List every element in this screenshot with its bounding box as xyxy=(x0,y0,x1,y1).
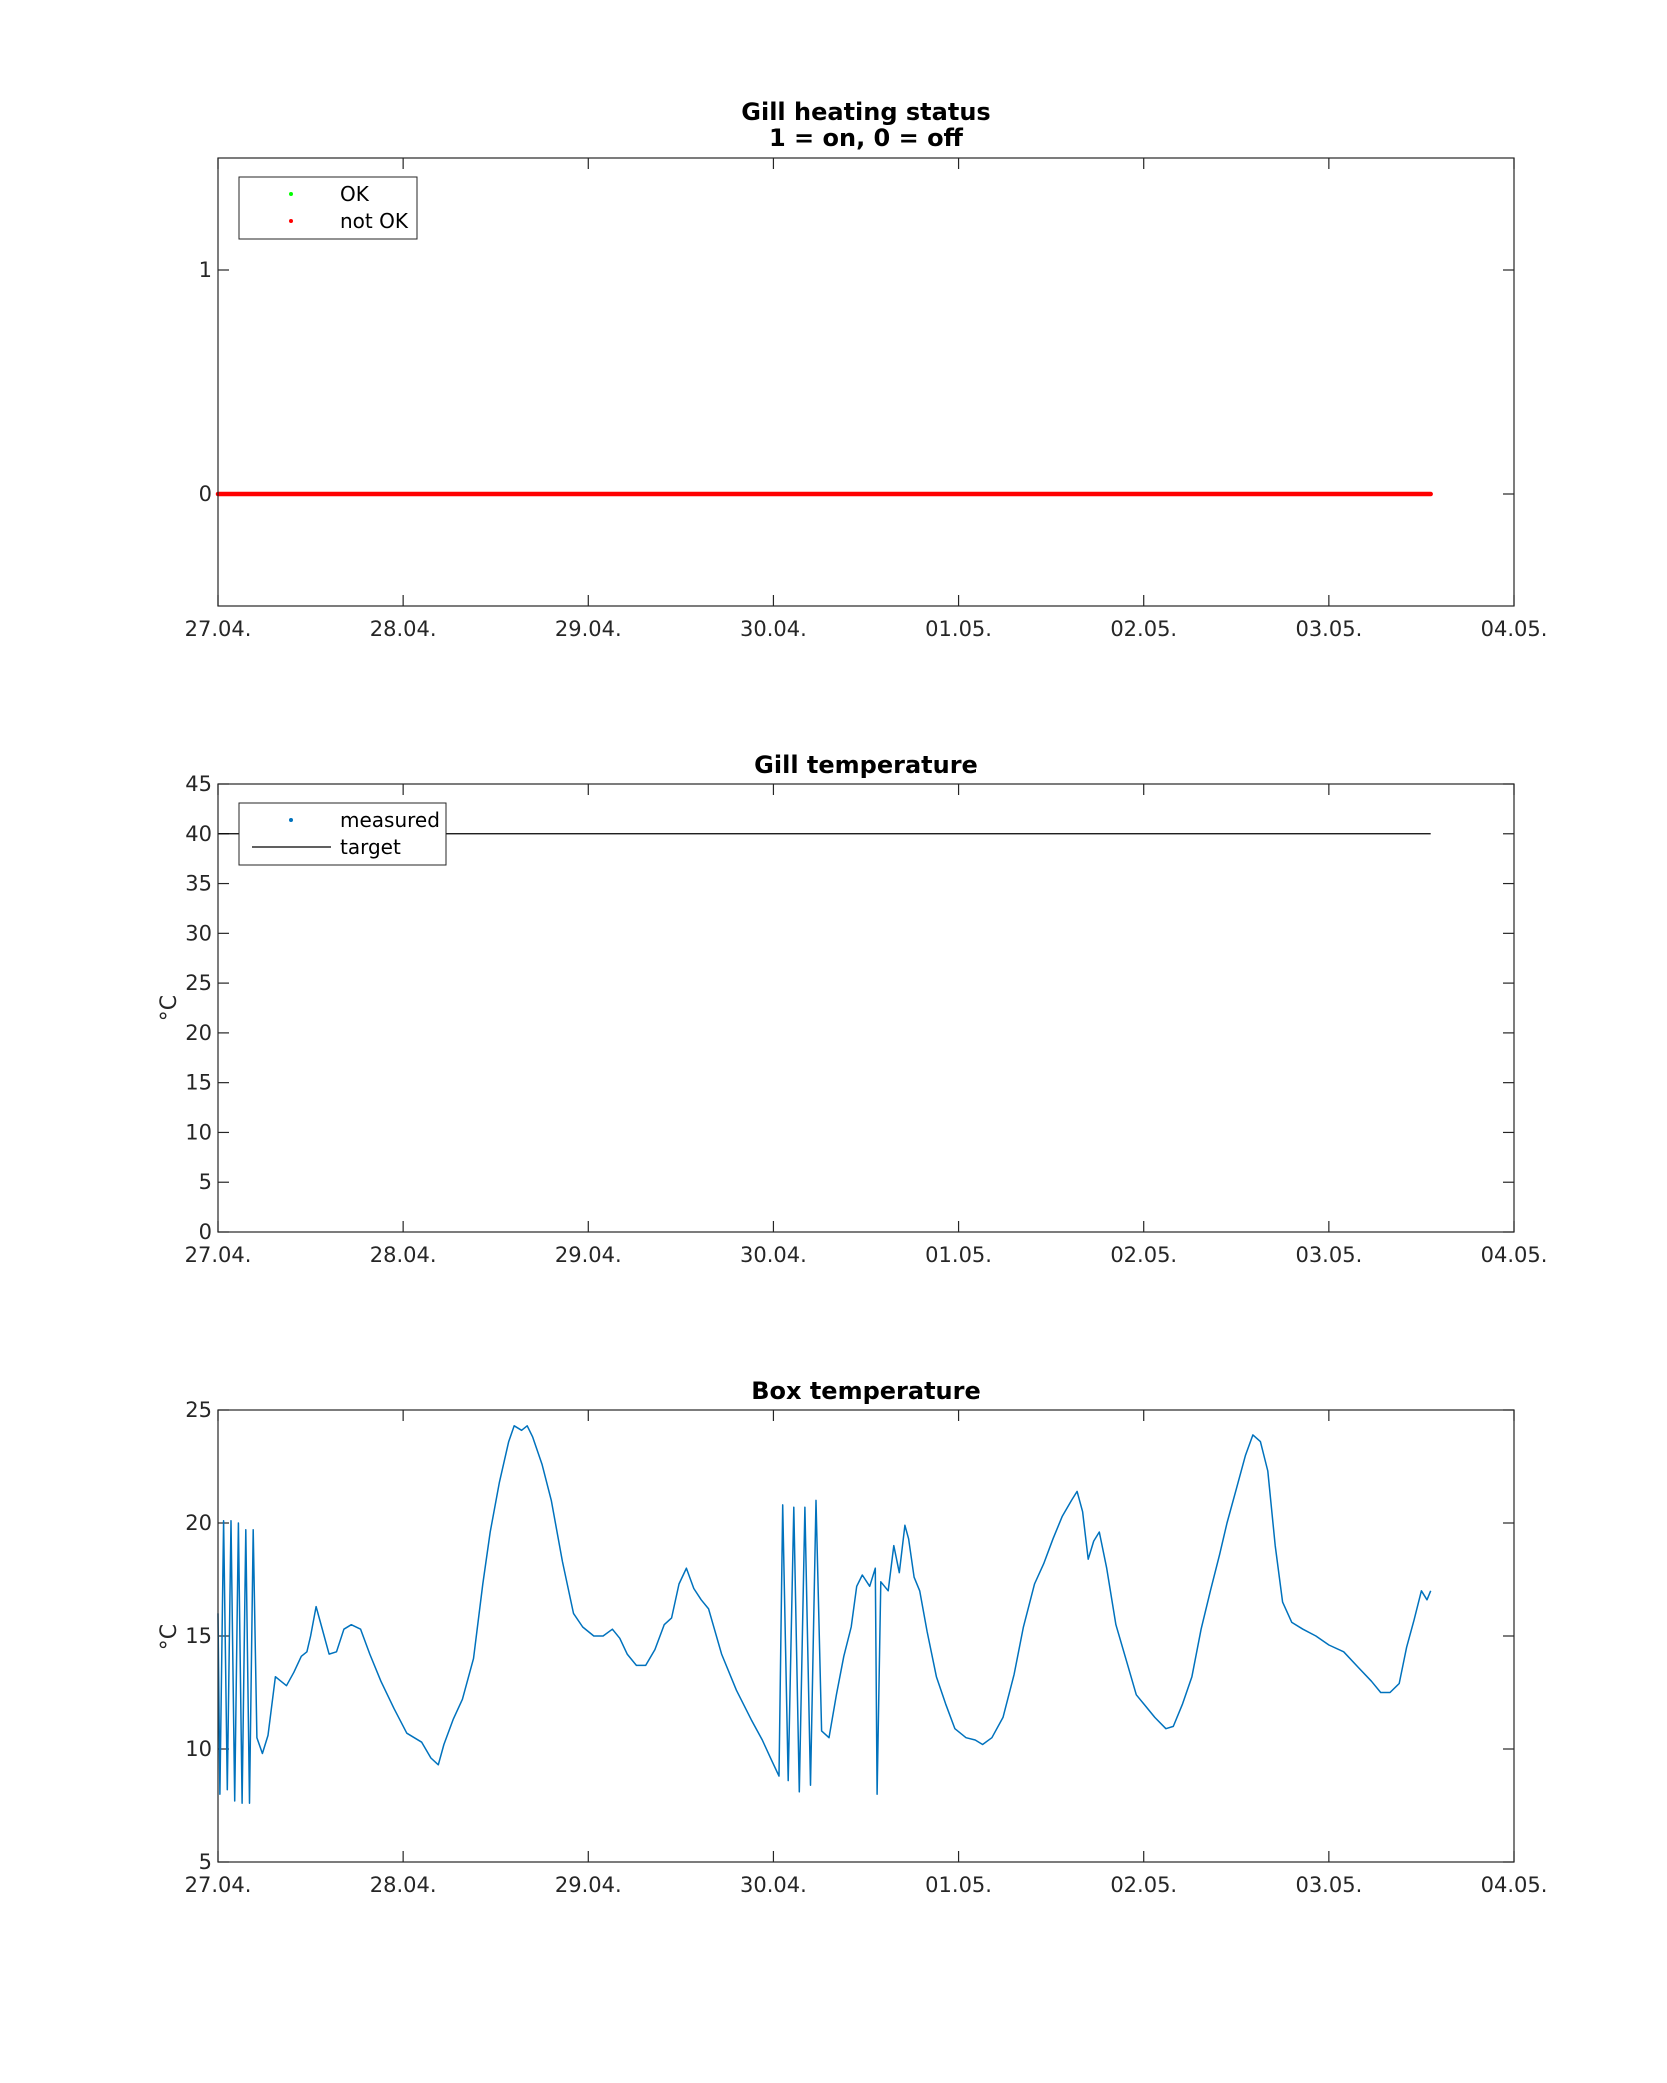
x-tick-label: 01.05. xyxy=(925,1873,992,1897)
y-tick-label: 35 xyxy=(185,871,212,896)
y-tick-label: 25 xyxy=(185,1398,212,1422)
x-tick-label: 28.04. xyxy=(369,1873,437,1897)
x-tick-label: 30.04. xyxy=(740,1243,807,1267)
chart-title-line-1: Gill heating status xyxy=(741,98,991,126)
x-tick-label: 03.05. xyxy=(1295,1873,1363,1897)
x-tick-label: 02.05. xyxy=(1110,617,1178,641)
x-tick-label: 27.04. xyxy=(184,1873,252,1897)
y-tick-label: 25 xyxy=(185,971,212,996)
y-tick-label: 0 xyxy=(198,482,212,506)
x-tick-label: 04.05. xyxy=(1480,1243,1548,1267)
y-tick-label: 15 xyxy=(185,1624,212,1648)
legend xyxy=(239,803,446,865)
x-tick-label: 28.04. xyxy=(369,617,437,641)
y-axis-label: °C xyxy=(157,994,182,1022)
x-tick-label: 01.05. xyxy=(925,617,992,641)
x-tick-label: 02.05. xyxy=(1110,1873,1178,1897)
y-axis-label: °C xyxy=(157,1623,182,1651)
legend-label-not-ok: not OK xyxy=(340,209,408,233)
legend-marker-ok xyxy=(289,192,293,196)
x-tick-label: 03.05. xyxy=(1295,617,1363,641)
y-tick-label: 0 xyxy=(198,1220,212,1244)
y-tick-label: 20 xyxy=(185,1020,212,1045)
legend-marker-not-ok xyxy=(289,219,293,223)
chart-title-line-2: 1 = on, 0 = off xyxy=(768,124,964,152)
y-tick-label: 40 xyxy=(185,821,212,846)
x-tick-label: 30.04. xyxy=(740,1873,807,1897)
chart-title: Gill temperature xyxy=(754,751,978,779)
y-tick-label: 5 xyxy=(198,1170,212,1195)
x-tick-label: 29.04. xyxy=(554,1243,622,1267)
legend xyxy=(239,177,417,239)
x-tick-label: 28.04. xyxy=(369,1243,437,1267)
legend-marker-measured xyxy=(289,818,293,822)
x-tick-label: 01.05. xyxy=(925,1243,992,1267)
x-tick-label: 02.05. xyxy=(1110,1243,1178,1267)
y-tick-label: 10 xyxy=(185,1737,212,1761)
y-tick-label: 30 xyxy=(185,921,212,946)
chart-title: Box temperature xyxy=(751,1377,981,1405)
y-tick-label: 20 xyxy=(185,1511,212,1535)
legend-label-measured: measured xyxy=(340,808,440,832)
x-tick-label: 27.04. xyxy=(184,1243,252,1267)
x-tick-label: 04.05. xyxy=(1480,617,1548,641)
x-tick-label: 27.04. xyxy=(184,617,252,641)
y-tick-label: 5 xyxy=(198,1850,212,1874)
y-tick-label: 45 xyxy=(185,772,212,796)
y-tick-label: 15 xyxy=(185,1070,212,1095)
x-tick-label: 03.05. xyxy=(1295,1243,1363,1267)
y-tick-label: 1 xyxy=(198,258,212,282)
x-tick-label: 30.04. xyxy=(740,617,807,641)
x-tick-label: 04.05. xyxy=(1480,1873,1548,1897)
x-tick-label: 29.04. xyxy=(554,617,622,641)
y-tick-label: 10 xyxy=(185,1120,212,1145)
legend-label-target: target xyxy=(340,835,401,859)
legend-label-ok: OK xyxy=(340,182,369,206)
x-tick-label: 29.04. xyxy=(554,1873,622,1897)
